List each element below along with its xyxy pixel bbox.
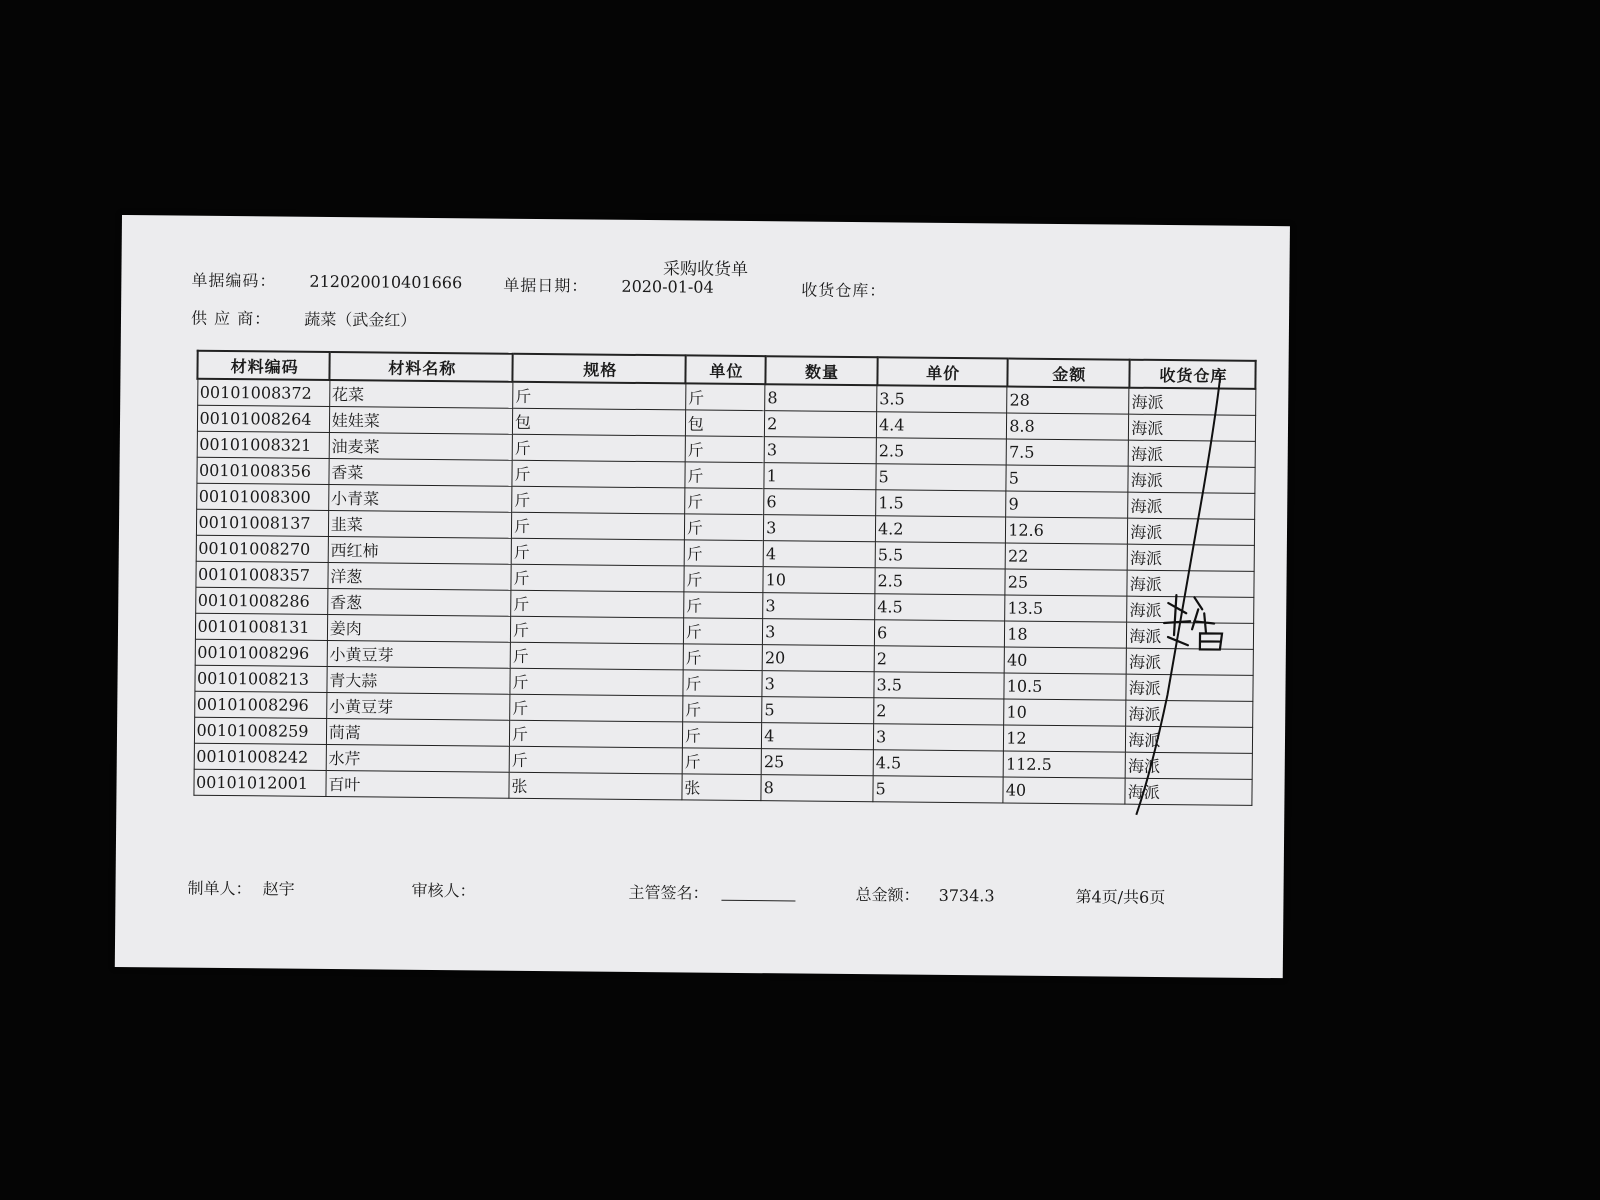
cell-spec: 斤 <box>512 486 685 514</box>
supplier-value: 蔬菜（武金红） <box>304 309 417 330</box>
cell-unit-price: 4.5 <box>875 594 1005 621</box>
cell-quantity: 5 <box>762 697 874 724</box>
cell-spec: 斤 <box>509 746 682 774</box>
cell-name: 水芹 <box>326 744 509 772</box>
cell-quantity: 2 <box>765 411 877 438</box>
cell-amount: 8.8 <box>1007 413 1129 440</box>
cell-code: 00101008270 <box>196 535 328 562</box>
cell-spec: 斤 <box>511 564 684 592</box>
col-header-warehouse: 收货仓库 <box>1129 360 1255 389</box>
maker-label: 制单人： <box>187 878 252 899</box>
cell-unit-price: 2 <box>874 646 1004 673</box>
cell-code: 00101008321 <box>197 431 329 458</box>
cell-amount: 12.6 <box>1006 517 1128 544</box>
cell-quantity: 8 <box>761 775 873 802</box>
cell-unit: 包 <box>685 410 765 437</box>
cell-amount: 18 <box>1005 621 1127 648</box>
cell-warehouse: 海派 <box>1129 414 1255 441</box>
cell-code: 00101008300 <box>196 483 328 510</box>
cell-spec: 斤 <box>510 616 683 644</box>
cell-warehouse: 海派 <box>1126 726 1252 753</box>
cell-quantity: 1 <box>764 463 876 490</box>
reviewer-label: 审核人： <box>411 880 476 901</box>
cell-quantity: 4 <box>763 541 875 568</box>
cell-name: 西红柿 <box>328 536 511 564</box>
cell-warehouse: 海派 <box>1126 648 1252 675</box>
cell-name: 青大蒜 <box>327 666 510 694</box>
cell-quantity: 25 <box>761 749 873 776</box>
cell-unit-price: 3.5 <box>874 672 1004 699</box>
cell-name: 娃娃菜 <box>329 406 512 434</box>
cell-amount: 9 <box>1006 491 1128 518</box>
cell-unit: 斤 <box>685 436 765 463</box>
cell-amount: 40 <box>1003 777 1125 804</box>
cell-amount: 40 <box>1004 647 1126 674</box>
cell-warehouse: 海派 <box>1127 570 1253 597</box>
cell-unit-price: 6 <box>874 620 1004 647</box>
col-header-quantity: 数量 <box>765 356 877 385</box>
cell-warehouse: 海派 <box>1127 596 1253 623</box>
cell-code: 00101012001 <box>193 769 325 796</box>
cell-name: 百叶 <box>326 770 509 798</box>
cell-unit-price: 1.5 <box>876 490 1006 517</box>
cell-unit-price: 3.5 <box>877 385 1007 413</box>
cell-unit: 斤 <box>684 540 764 567</box>
doc-number-label: 单据编码： <box>191 270 277 291</box>
cell-spec: 斤 <box>510 642 683 670</box>
cell-code: 00101008357 <box>195 561 327 588</box>
cell-name: 香菜 <box>329 458 512 486</box>
cell-unit: 斤 <box>684 488 764 515</box>
warehouse-field <box>801 278 914 302</box>
cell-spec: 斤 <box>510 694 683 722</box>
cell-code: 00101008296 <box>194 691 326 718</box>
cell-unit: 斤 <box>683 592 763 619</box>
cell-name: 小黄豆芽 <box>327 640 510 668</box>
cell-name: 小青菜 <box>328 484 511 512</box>
cell-unit-price: 5 <box>873 776 1003 803</box>
cell-code: 00101008286 <box>195 587 327 614</box>
maker-value: 赵宇 <box>262 879 295 899</box>
cell-warehouse: 海派 <box>1128 492 1254 519</box>
cell-amount: 112.5 <box>1003 751 1125 778</box>
cell-warehouse: 海派 <box>1125 778 1251 805</box>
total-field <box>855 882 994 906</box>
cell-quantity: 8 <box>765 384 877 412</box>
cell-amount: 22 <box>1005 543 1127 570</box>
cell-unit-price: 2.5 <box>875 568 1005 595</box>
cell-unit-price: 2.5 <box>876 438 1006 465</box>
supplier-label: 供 应 商： <box>190 308 272 329</box>
cell-quantity: 10 <box>763 567 875 594</box>
total-value: 3734.3 <box>938 885 995 906</box>
cell-unit-price: 2 <box>874 698 1004 725</box>
cell-unit-price: 4.5 <box>873 750 1003 777</box>
cell-amount: 13.5 <box>1005 595 1127 622</box>
cell-quantity: 4 <box>762 723 874 750</box>
col-header-name: 材料名称 <box>330 352 513 382</box>
cell-name: 香葱 <box>327 588 510 616</box>
cell-unit: 斤 <box>684 514 764 541</box>
cell-unit: 斤 <box>682 696 762 723</box>
document-title: 采购收货单 <box>662 259 749 281</box>
reviewer-field <box>411 878 475 902</box>
cell-unit: 斤 <box>683 618 763 645</box>
cell-warehouse: 海派 <box>1125 752 1251 779</box>
doc-date-field <box>503 273 714 298</box>
cell-name: 茼蒿 <box>326 718 509 746</box>
cell-amount: 7.5 <box>1006 439 1128 466</box>
cell-unit-price: 4.2 <box>875 516 1005 543</box>
cell-warehouse: 海派 <box>1128 518 1254 545</box>
cell-unit: 斤 <box>683 670 763 697</box>
doc-date-value: 2020-01-04 <box>621 276 714 297</box>
col-header-spec: 规格 <box>513 354 686 384</box>
col-header-unit-price: 单价 <box>877 357 1007 386</box>
cell-spec: 包 <box>512 408 685 436</box>
cell-warehouse: 海派 <box>1128 466 1254 493</box>
cell-warehouse: 海派 <box>1129 388 1255 416</box>
page-indicator: 第4页/共6页 <box>1075 887 1166 908</box>
cell-quantity: 6 <box>764 489 876 516</box>
cell-spec: 斤 <box>512 460 685 488</box>
cell-spec: 张 <box>509 772 682 800</box>
cell-quantity: 3 <box>764 437 876 464</box>
manager-signature-label: 主管签名： <box>628 882 709 903</box>
col-header-code: 材料编码 <box>197 351 330 380</box>
manager-signature-field <box>628 880 795 905</box>
cell-name: 小黄豆芽 <box>326 692 509 720</box>
cell-unit: 斤 <box>685 462 765 489</box>
cell-amount: 10 <box>1004 699 1126 726</box>
cell-quantity: 3 <box>762 671 874 698</box>
cell-code: 00101008213 <box>194 665 326 692</box>
cell-quantity: 3 <box>764 515 876 542</box>
cell-name: 韭菜 <box>328 510 511 538</box>
col-header-unit: 单位 <box>686 355 766 384</box>
items-table <box>192 350 1256 806</box>
cell-unit-price: 5 <box>876 464 1006 491</box>
doc-number-field <box>191 268 462 294</box>
cell-unit: 斤 <box>683 644 763 671</box>
col-header-amount: 金额 <box>1007 359 1129 388</box>
cell-name: 姜肉 <box>327 614 510 642</box>
cell-code: 00101008372 <box>197 379 329 407</box>
cell-warehouse: 海派 <box>1127 544 1253 571</box>
supplier-field <box>191 306 417 331</box>
total-label: 总金额： <box>855 885 920 905</box>
cell-spec: 斤 <box>511 538 684 566</box>
cell-spec: 斤 <box>509 720 682 748</box>
cell-spec: 斤 <box>511 512 684 540</box>
cell-warehouse: 海派 <box>1128 440 1254 467</box>
cell-spec: 斤 <box>511 590 684 618</box>
cell-code: 00101008259 <box>194 717 326 744</box>
cell-quantity: 20 <box>762 645 874 672</box>
cell-spec: 斤 <box>513 382 686 410</box>
cell-unit-price: 4.4 <box>876 412 1006 439</box>
cell-spec: 斤 <box>512 434 685 462</box>
cell-code: 00101008131 <box>195 613 327 640</box>
cell-amount: 5 <box>1006 465 1128 492</box>
maker-field <box>187 876 294 900</box>
cell-warehouse: 海派 <box>1127 622 1253 649</box>
cell-name: 花菜 <box>329 380 512 408</box>
cell-unit: 斤 <box>685 383 765 410</box>
doc-date-label: 单据日期： <box>503 275 589 296</box>
cell-amount: 25 <box>1005 569 1127 596</box>
cell-name: 油麦菜 <box>329 432 512 460</box>
cell-code: 00101008242 <box>194 743 326 770</box>
warehouse-label: 收货仓库： <box>801 280 887 301</box>
manager-signature-line <box>722 888 796 902</box>
doc-number-value: 212020010401666 <box>309 271 463 293</box>
cell-quantity: 3 <box>763 619 875 646</box>
cell-code: 00101008296 <box>195 639 327 666</box>
cell-spec: 斤 <box>510 668 683 696</box>
cell-warehouse: 海派 <box>1126 674 1252 701</box>
cell-unit: 斤 <box>682 748 762 775</box>
cell-code: 00101008356 <box>196 457 328 484</box>
cell-code: 00101008264 <box>197 405 329 432</box>
cell-warehouse: 海派 <box>1126 700 1252 727</box>
cell-amount: 10.5 <box>1004 673 1126 700</box>
cell-name: 洋葱 <box>328 562 511 590</box>
cell-unit: 斤 <box>682 722 762 749</box>
cell-unit-price: 5.5 <box>875 542 1005 569</box>
cell-unit: 斤 <box>684 566 764 593</box>
cell-amount: 12 <box>1004 725 1126 752</box>
cell-code: 00101008137 <box>196 509 328 536</box>
receipt-paper <box>115 215 1290 978</box>
cell-unit-price: 3 <box>873 724 1003 751</box>
cell-unit: 张 <box>682 774 762 801</box>
cell-amount: 28 <box>1007 387 1129 415</box>
cell-quantity: 3 <box>763 593 875 620</box>
